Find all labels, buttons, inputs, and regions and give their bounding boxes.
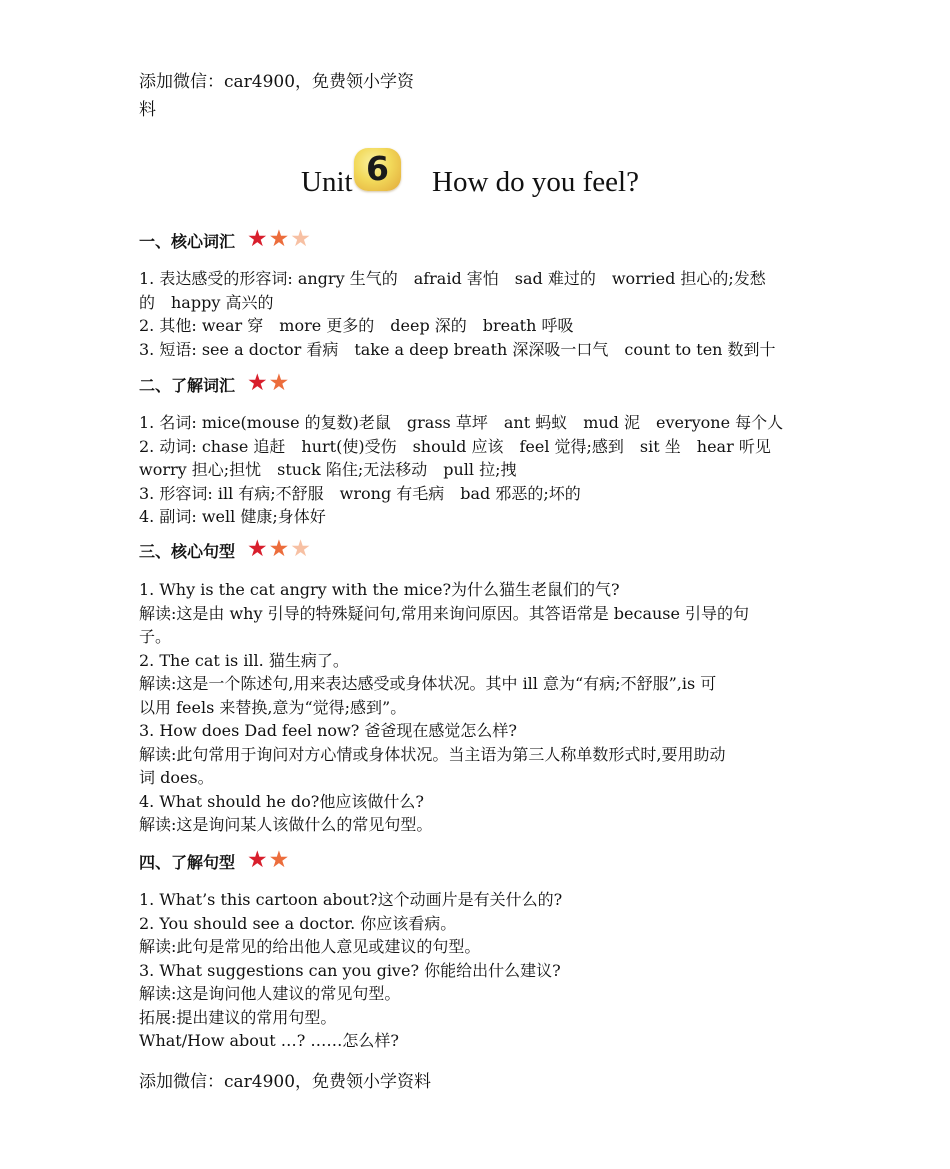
rating-stars xyxy=(247,848,290,872)
section-heading-extra-sentences xyxy=(139,847,290,876)
text-line: 解读:这是询问他人建议的常见句型。 xyxy=(139,984,401,1003)
star-icon: ★ xyxy=(247,536,268,561)
text-line: 解读:此句常用于询问对方心情或身体状况。当主语为第三人称单数形式时,要用助动 xyxy=(139,744,726,764)
text-line: 解读:这是一个陈述句,用来表达感受或身体状况。其中 ill 意为“有病;不舒服”,is 可 xyxy=(139,674,717,693)
text-line: 2. 其他: wear 穿 more 更多的 deep 深的 breath 呼吸 xyxy=(139,316,574,335)
header-note-line-1: 添加微信：car4900，免费领小学资 xyxy=(139,72,415,92)
text-line: 3. What suggestions can you give? 你能给出什么建议? xyxy=(139,960,561,980)
star-icon: ★ xyxy=(247,847,268,872)
star-icon: ★ xyxy=(268,370,290,395)
text-line: worry 担心;担忧 stuck 陷住;无法移动 pull 拉;拽 xyxy=(139,460,517,479)
star-icon: ★ xyxy=(268,536,290,561)
text-line: 子。 xyxy=(139,627,172,646)
section-body-extra-vocabulary xyxy=(139,411,819,529)
footer-note: 添加微信：car4900，免费领小学资料 xyxy=(139,1072,432,1092)
text-line: 2. The cat is ill. 猫生病了。 xyxy=(139,650,349,670)
section-body-core-vocabulary xyxy=(139,267,819,361)
text-line: 1. 表达感受的形容词: angry 生气的 afraid 害怕 sad 难过的 worried 担心的;发愁 xyxy=(139,269,766,288)
text-line: 3. 形容词: ill 有病;不舒服 wrong 有毛病 bad 邪恶的;坏的 xyxy=(139,483,581,503)
text-line: 1. What’s this cartoon about?这个动画片是有关什么的? xyxy=(139,890,563,909)
unit-number-badge-icon xyxy=(354,148,401,191)
text-line: 3. 短语: see a doctor 看病 take a deep breath 深深吸一口气 count to ten 数到十 xyxy=(139,339,776,359)
section-label: 一、核心词汇 xyxy=(139,232,236,251)
section-heading-core-vocabulary xyxy=(139,226,312,255)
star-icon: ★ xyxy=(247,370,268,395)
text-line: 以用 feels 来替换,意为“觉得;感到”。 xyxy=(139,697,407,717)
text-line: 拓展:提出建议的常用句型。 xyxy=(139,1007,337,1027)
text-line: 2. 动词: chase 追赶 hurt(使)受伤 should 应该 feel 觉得;感到 sit 坐 hear 听见 xyxy=(139,436,771,456)
text-line: 4. 副词: well 健康;身体好 xyxy=(139,507,326,526)
rating-stars xyxy=(247,371,290,395)
text-line: 2. You should see a doctor. 你应该看病。 xyxy=(139,913,457,933)
text-line: 词 does。 xyxy=(139,768,214,787)
unit-title xyxy=(0,148,950,218)
text-line: 1. Why is the cat angry with the mice?为什么猫生老鼠们的气? xyxy=(139,580,620,599)
star-icon: ★ xyxy=(268,226,290,251)
text-line: 的 happy 高兴的 xyxy=(139,292,274,312)
star-icon: ★ xyxy=(290,536,311,561)
section-label: 三、核心句型 xyxy=(139,542,236,561)
header-note-line-2: 料 xyxy=(139,100,156,120)
rating-stars xyxy=(247,227,312,251)
section-label: 四、了解句型 xyxy=(139,853,236,872)
star-icon: ★ xyxy=(247,226,268,251)
text-line: 4. What should he do?他应该做什么? xyxy=(139,791,424,811)
section-body-core-sentences xyxy=(139,578,819,837)
rating-stars xyxy=(247,537,312,561)
text-line: 解读:这是由 why 引导的特殊疑问句,常用来询问原因。其答语常是 because 引导的句 xyxy=(139,603,750,623)
star-icon: ★ xyxy=(290,226,311,251)
text-line: 3. How does Dad feel now? 爸爸现在感觉怎么样? xyxy=(139,721,517,740)
unit-label: Unit xyxy=(301,166,353,198)
section-label: 二、了解词汇 xyxy=(139,376,236,395)
text-line: 1. 名词: mice(mouse 的复数)老鼠 grass 草坪 ant 蚂蚁 mud 泥 everyone 每个人 xyxy=(139,413,784,432)
star-icon: ★ xyxy=(268,847,290,872)
section-heading-extra-vocabulary xyxy=(139,370,290,399)
header-note xyxy=(139,68,459,124)
section-heading-core-sentences xyxy=(139,536,312,565)
text-line: What/How about …? ……怎么样? xyxy=(139,1031,399,1050)
unit-number: 6 xyxy=(366,149,389,188)
section-body-extra-sentences xyxy=(139,888,819,1053)
text-line: 解读:这是询问某人该做什么的常见句型。 xyxy=(139,815,433,834)
text-line: 解读:此句是常见的给出他人意见或建议的句型。 xyxy=(139,937,481,956)
unit-title-text: How do you feel? xyxy=(432,166,639,198)
